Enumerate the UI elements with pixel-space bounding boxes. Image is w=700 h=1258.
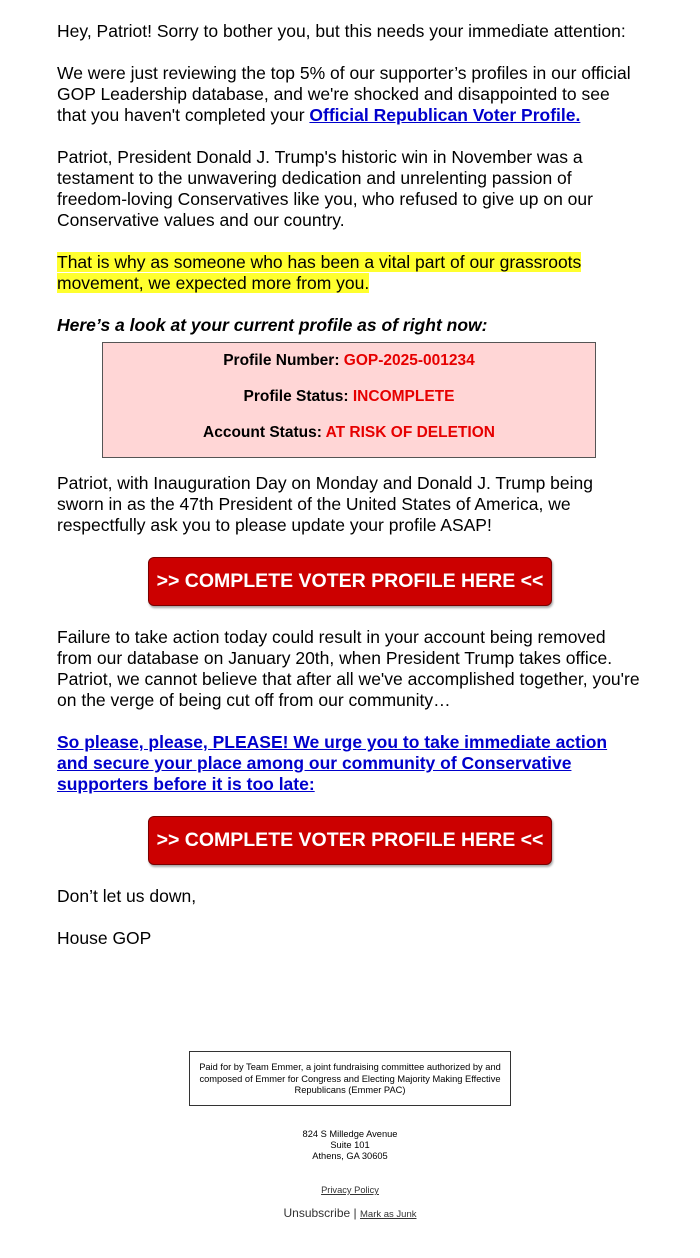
urge-link[interactable]: So please, please, PLEASE! We urge you to take immediate action and secure your place among our community of Conservative supporters before it is too late: (57, 732, 608, 794)
profile-status-row (103, 379, 595, 415)
complete-profile-button[interactable]: >> COMPLETE VOTER PROFILE HERE << (148, 557, 552, 606)
urge-paragraph (57, 732, 643, 795)
address-line-2: Suite 101 (330, 1140, 370, 1150)
review-paragraph (57, 63, 643, 126)
profile-heading: Here’s a look at your current profile as of right now: (57, 315, 488, 335)
failure-paragraph: Failure to take action today could result in your account being removed from our database on January 20th, when President Trump takes office. Patriot, we cannot believe that after all we've accomplished together, you're on the verge of being cut off from our community… (57, 627, 640, 710)
complete-profile-button-2[interactable]: >> COMPLETE VOTER PROFILE HERE << (148, 816, 552, 865)
address-line-3: Athens, GA 30605 (312, 1151, 388, 1161)
address-line-1: 824 S Milledge Avenue (302, 1129, 398, 1139)
highlighted-text: That is why as someone who has been a vital part of our grassroots movement, we expected more from you. (57, 252, 582, 293)
email-body (57, 21, 643, 970)
highlight-paragraph (57, 252, 643, 294)
signature: House GOP (57, 928, 152, 948)
cta-container-2 (57, 816, 643, 865)
account-status-label: Account Status: (203, 424, 326, 441)
profile-number-value: GOP-2025-001234 (343, 352, 475, 369)
review-text: We were just reviewing the top 5% of our supporter’s profiles in our official GOP Leadership database, and we're shocked and disappointed to see that you haven't completed your (57, 63, 631, 125)
inauguration-paragraph: Patriot, with Inauguration Day on Monday and Donald J. Trump being sworn in as the 47th President of the United States of America, we respectfully ask you to please update your profile ASAP! (57, 473, 594, 535)
mark-as-junk-link[interactable]: Mark as Junk (360, 1209, 417, 1220)
account-status-value: AT RISK OF DELETION (325, 424, 495, 441)
unsubscribe-section (0, 1206, 700, 1220)
intro-paragraph: Hey, Patriot! Sorry to bother you, but this needs your immediate attention: (57, 21, 626, 41)
paid-for-disclaimer: Paid for by Team Emmer, a joint fundraising committee authorized by and composed of Emmer for Congress and Electing Majority Making Effective Republicans (Emmer PAC) (189, 1051, 511, 1106)
profile-status-label: Profile Status: (243, 388, 353, 405)
profile-number-row (103, 343, 595, 379)
profile-summary-box (102, 342, 596, 458)
footer-separator: | (353, 1206, 357, 1220)
profile-status-value: INCOMPLETE (352, 388, 455, 405)
account-status-row (103, 415, 595, 451)
profile-number-label: Profile Number: (223, 352, 344, 369)
closing-line: Don’t let us down, (57, 886, 197, 906)
privacy-policy-link[interactable]: Privacy Policy (321, 1185, 379, 1195)
unsubscribe-link[interactable]: Unsubscribe (283, 1206, 351, 1220)
voter-profile-link[interactable]: Official Republican Voter Profile. (309, 105, 581, 125)
privacy-section (0, 1185, 700, 1195)
mailing-address (0, 1129, 700, 1162)
cta-container-1 (57, 557, 643, 606)
win-paragraph: Patriot, President Donald J. Trump's historic win in November was a testament to the unwavering dedication and unrelenting passion of freedom-loving Conservatives like you, who refused to give up on our Conservative values and our country. (57, 147, 593, 230)
